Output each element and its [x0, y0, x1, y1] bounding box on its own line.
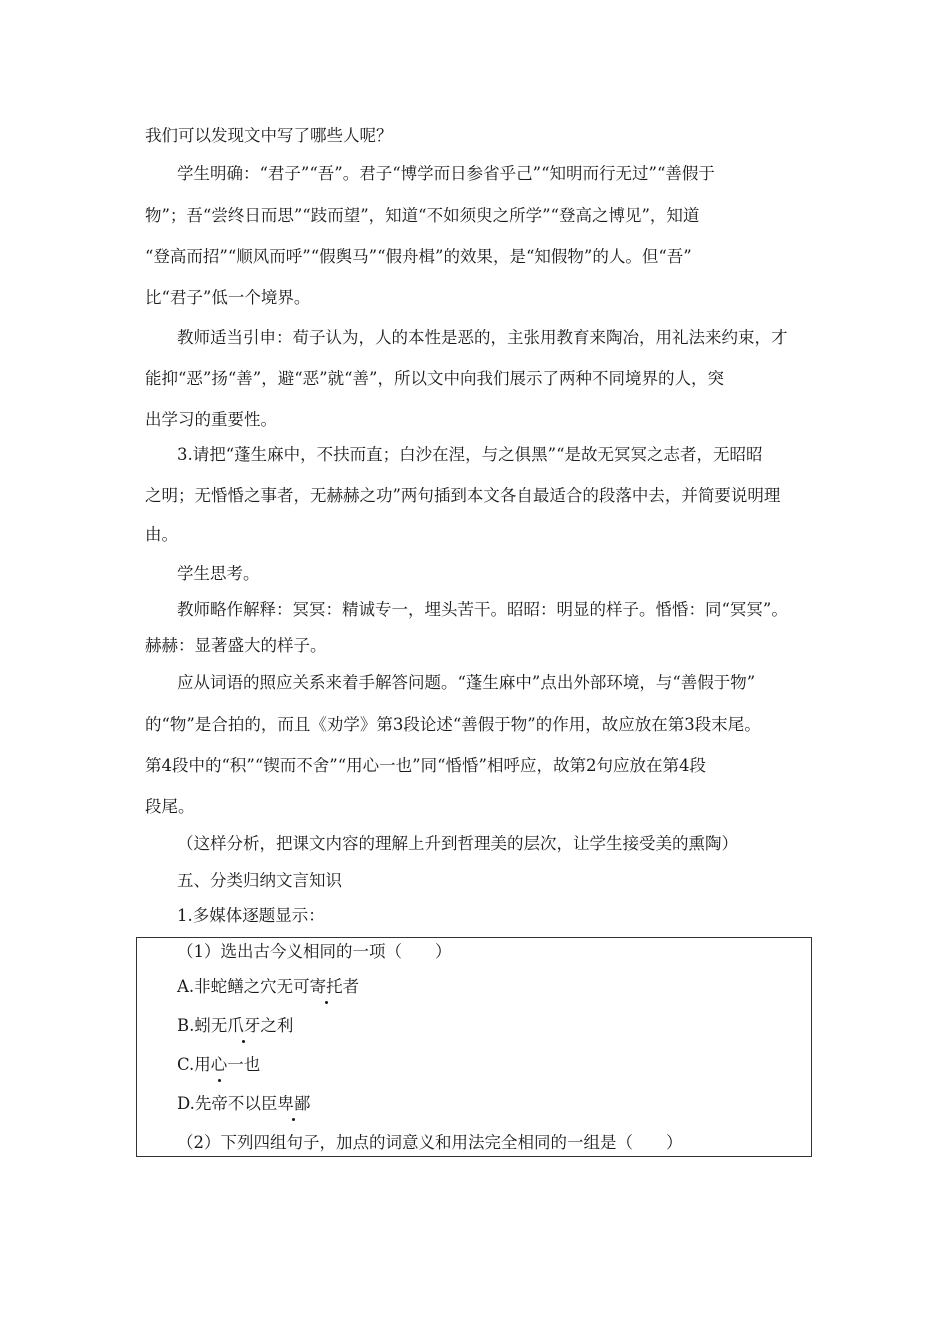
text-line: 第4段中的“积”“锲而不舍”“用心一也”同“惛惛”相呼应，故第2句应放在第4段: [145, 756, 706, 775]
option-a: [177, 976, 359, 998]
text-line: 段尾。: [145, 797, 195, 816]
option-b: [177, 1015, 293, 1037]
text-line: 之明；无惛惛之事者，无赫赫之功”两句插到本文各自最适合的段落中去，并简要说明理: [145, 486, 781, 505]
text-line: “登高而招”“顺风而呼”“假舆马”“假舟楫”的效果，是“知假物”的人。但“吾”: [145, 247, 692, 266]
question-2-stem: （2）下列四组句子，加点的词意义和用法完全相同的一组是（ ）: [177, 1133, 683, 1152]
text-line: 3.请把“蓬生麻中，不扶而直；白沙在涅，与之俱黑”“是故无冥冥之志者，无昭昭: [177, 445, 763, 464]
text-line: 物”；吾“尝终日而思”“跂而望”，知道“不如须臾之所学”“登高之博见”，知道: [145, 206, 700, 225]
question-1-stem: （1）选出古今义相同的一项（ ）: [177, 942, 452, 961]
text-line: 我们可以发现文中写了哪些人呢？: [145, 126, 393, 145]
text-line: 学生思考。: [177, 564, 260, 583]
text-line: 教师略作解释：冥冥：精诚专一，埋头苦干。昭昭：明显的样子。惛惛：同“冥冥”。: [177, 600, 788, 619]
text-line: （这样分析，把课文内容的理解上升到哲理美的层次，让学生接受美的熏陶）: [177, 834, 738, 853]
text-line: 比“君子”低一个境界。: [145, 288, 311, 307]
question-box: [136, 937, 812, 1157]
text-line: 应从词语的照应关系来着手解答问题。“蓬生麻中”点出外部环境，与“善假于物”: [177, 673, 756, 692]
text-line: 赫赫：显著盛大的样子。: [145, 636, 327, 655]
text-line: 能抑“恶”扬“善”，避“恶”就“善”，所以文中向我们展示了两种不同境界的人，突: [145, 369, 724, 388]
option-text: 一也: [227, 1055, 261, 1074]
dotted-word: 心: [210, 1055, 228, 1074]
dotted-word: 卑鄙: [277, 1094, 311, 1113]
dotted-word: 爪牙: [227, 1016, 261, 1035]
option-d: [177, 1093, 310, 1115]
option-text: 之利: [260, 1016, 294, 1035]
text-line: 学生明确：“君子”“吾”。君子“博学而日参省乎己”“知明而行无过”“善假于: [177, 164, 715, 183]
text-line: 1.多媒体逐题显示：: [177, 906, 325, 925]
text-line: 的“物”是合拍的，而且《劝学》第3段论述“善假于物”的作用，故应放在第3段末尾。: [145, 715, 761, 734]
section-heading: 五、分类归纳文言知识: [177, 871, 342, 890]
dotted-word: 寄托: [309, 977, 343, 996]
text-line: 出学习的重要性。: [145, 410, 277, 429]
text-line: 由。: [145, 525, 178, 544]
option-text: A.非蛇鳝之穴无可: [177, 977, 310, 996]
text-line: 教师适当引申：荀子认为，人的本性是恶的，主张用教育来陶冶，用礼法来约束，才: [177, 328, 788, 347]
option-text: C.用: [177, 1055, 211, 1074]
option-text: D.先帝不以臣: [177, 1094, 278, 1113]
option-text: B.蚓无: [177, 1016, 228, 1035]
option-c: [177, 1054, 260, 1076]
option-text: 者: [342, 977, 360, 996]
